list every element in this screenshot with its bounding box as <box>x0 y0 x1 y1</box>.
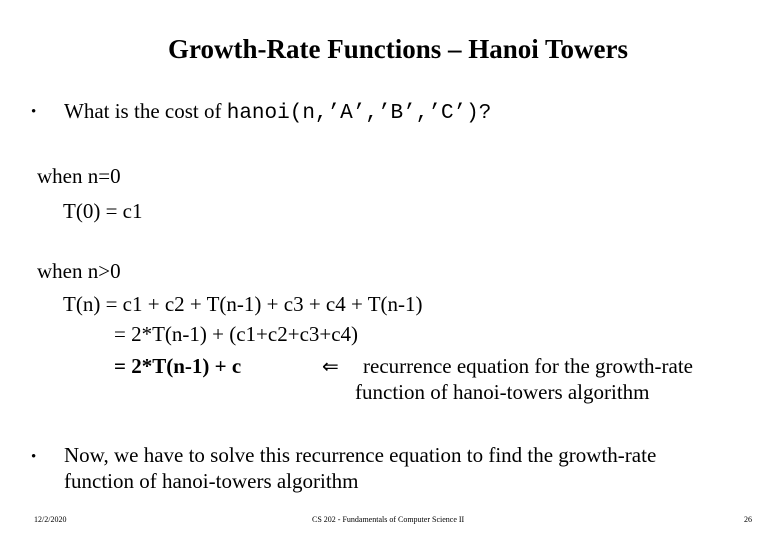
case0-heading: when n=0 <box>37 164 121 188</box>
bullet-icon: • <box>31 104 37 120</box>
case1-equation-line3: = 2*T(n-1) + c <box>114 354 242 378</box>
bullet-icon: • <box>31 449 37 465</box>
arrow-left-icon: ⇐ <box>322 354 339 378</box>
question-code: hanoi(n,’A’,’B’,’C’) <box>226 102 479 125</box>
question-text: What is the cost of <box>64 99 227 123</box>
question-line <box>64 99 491 126</box>
question-end: ? <box>478 102 492 125</box>
recurrence-note-line1: recurrence equation for the growth-rate <box>363 354 693 378</box>
footer-date: 12/2/2020 <box>34 515 67 524</box>
slide-title: Growth-Rate Functions – Hanoi Towers <box>167 34 629 64</box>
conclusion-line1: Now, we have to solve this recurrence equation to find the growth-rate <box>64 443 657 467</box>
footer-course: CS 202 - Fundamentals of Computer Science II <box>312 515 465 524</box>
case1-equation-line2: = 2*T(n-1) + (c1+c2+c3+c4) <box>114 322 359 346</box>
case1-equation-line1: T(n) = c1 + c2 + T(n-1) + c3 + c4 + T(n-1) <box>63 292 423 316</box>
conclusion-line2: function of hanoi-towers algorithm <box>64 469 359 493</box>
case0-equation: T(0) = c1 <box>63 199 143 223</box>
recurrence-note-line2: function of hanoi-towers algorithm <box>355 380 650 404</box>
case1-heading: when n>0 <box>37 259 121 283</box>
footer-page-number: 26 <box>744 515 752 524</box>
